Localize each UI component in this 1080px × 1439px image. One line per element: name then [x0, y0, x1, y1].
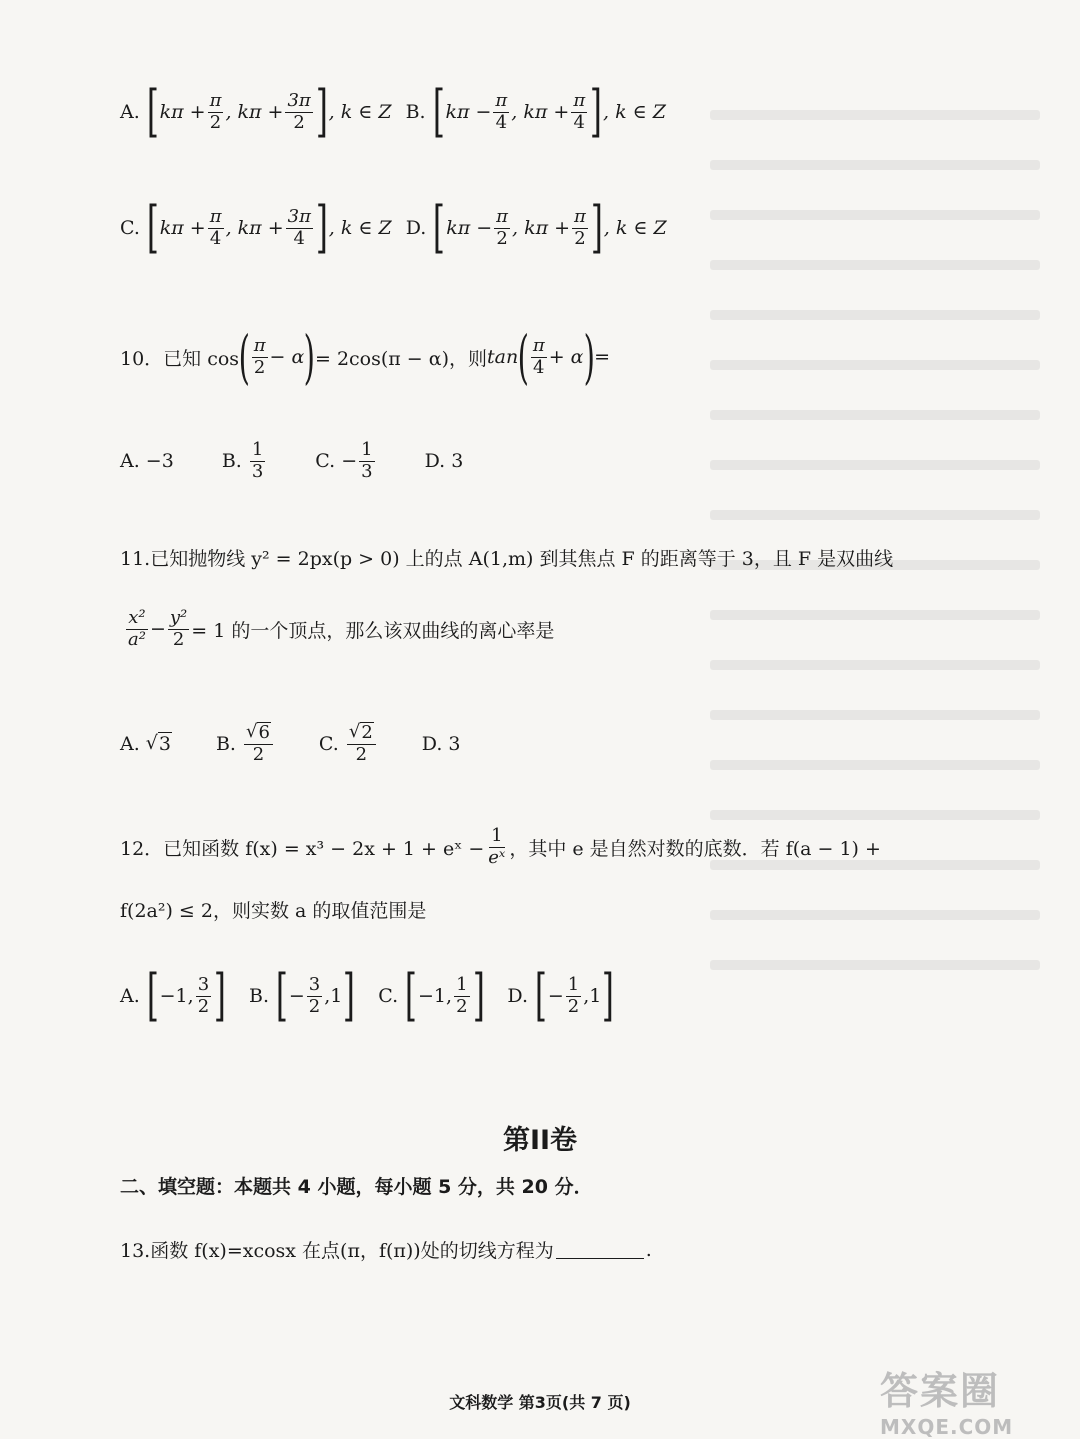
q12-stem-line2: f(2a²) ≤ 2，则实数 a 的取值范围是: [120, 900, 427, 922]
q10-option-d: D. 3: [424, 450, 464, 473]
q9-options-ab: [120, 79, 680, 144]
q12-option-d: D. [ − $\frac{1}{2}$ ,1 ]: [507, 963, 615, 1028]
q12-options: [120, 963, 629, 1028]
q9-option-c: C. [ kπ + $\frac{\pi}{4}$ , kπ + $\frac{3\pi}{4}$ ] , k ∈ Z: [120, 195, 392, 260]
section-heading: 二、填空题：本题共 4 小题，每小题 5 分，共 20 分．: [120, 1176, 593, 1198]
q10-stem: 10．已知 cos ( $\frac{\pi}{2}$ − α ) = 2cos(π − α)，则 tan ( $\frac{\pi}{4}$ + α ) =: [120, 323, 611, 391]
q9-option-a: A. [ kπ + $\frac{\pi}{2}$ , kπ + $\frac{3\pi}{2}$ ] , k ∈ Z: [120, 79, 392, 144]
q12-option-c: C. [ −1, $\frac{1}{2}$ ]: [378, 963, 485, 1028]
q9-options-cd: [120, 195, 681, 260]
q10-options: [120, 440, 477, 482]
q11-option-d: D. 3: [421, 732, 461, 755]
q11-option-a: A. √ 3: [120, 732, 171, 756]
q10-option-b: B. $\frac{1}{3}$: [221, 439, 264, 482]
q12-option-a: A. [ −1, $\frac{3}{2}$ ]: [120, 963, 227, 1028]
answer-blank[interactable]: [556, 1240, 644, 1259]
q11-option-c: C. √ 2 2: [319, 722, 378, 765]
q10-option-a: A. −3: [120, 450, 174, 473]
watermark-logo: 答案圈 MXQE.COM: [880, 1369, 1014, 1439]
q10-option-c: C. − $\frac{1}{3}$: [315, 439, 373, 482]
q12-option-b: B. [ − $\frac{3}{2}$ ,1 ]: [249, 963, 356, 1028]
q11-stem-line2: $\frac{\text{x²}}{\text{a²}}$ − $\frac{\text{y²}}{2}$ = 1 的一个顶点，那么该双曲线的离心率是: [128, 607, 555, 650]
q9-option-b: B. [ kπ − $\frac{\pi}{4}$ , kπ + $\frac{\pi}{4}$ ] , k ∈ Z: [405, 79, 666, 144]
q11-stem-line1: 11.已知抛物线 y² = 2px(p > 0) 上的点 A(1,m) 到其焦点 F 的距离等于 3，且 F 是双曲线: [120, 548, 894, 570]
page-footer: 文科数学 第3页(共 7 页): [449, 1393, 631, 1412]
part-title: 第II卷: [502, 1125, 578, 1156]
q12-stem-line1: 12．已知函数 f(x) = x³ − 2x + 1 + eˣ − $\frac{1}{\text{eˣ}}$ ，其中 e 是自然对数的底数．若 f(a − 1) +: [120, 825, 881, 868]
q11-option-b: B. √ 6 2: [216, 722, 275, 765]
q11-options: [120, 722, 475, 765]
q9-option-d: D. [ kπ − $\frac{\pi}{2}$ , kπ + $\frac{\pi}{2}$ ] , k ∈ Z: [405, 195, 667, 260]
q13-stem: 13.函数 f(x)=xcosx 在点(π，f(π))处的切线方程为 .: [120, 1238, 652, 1262]
